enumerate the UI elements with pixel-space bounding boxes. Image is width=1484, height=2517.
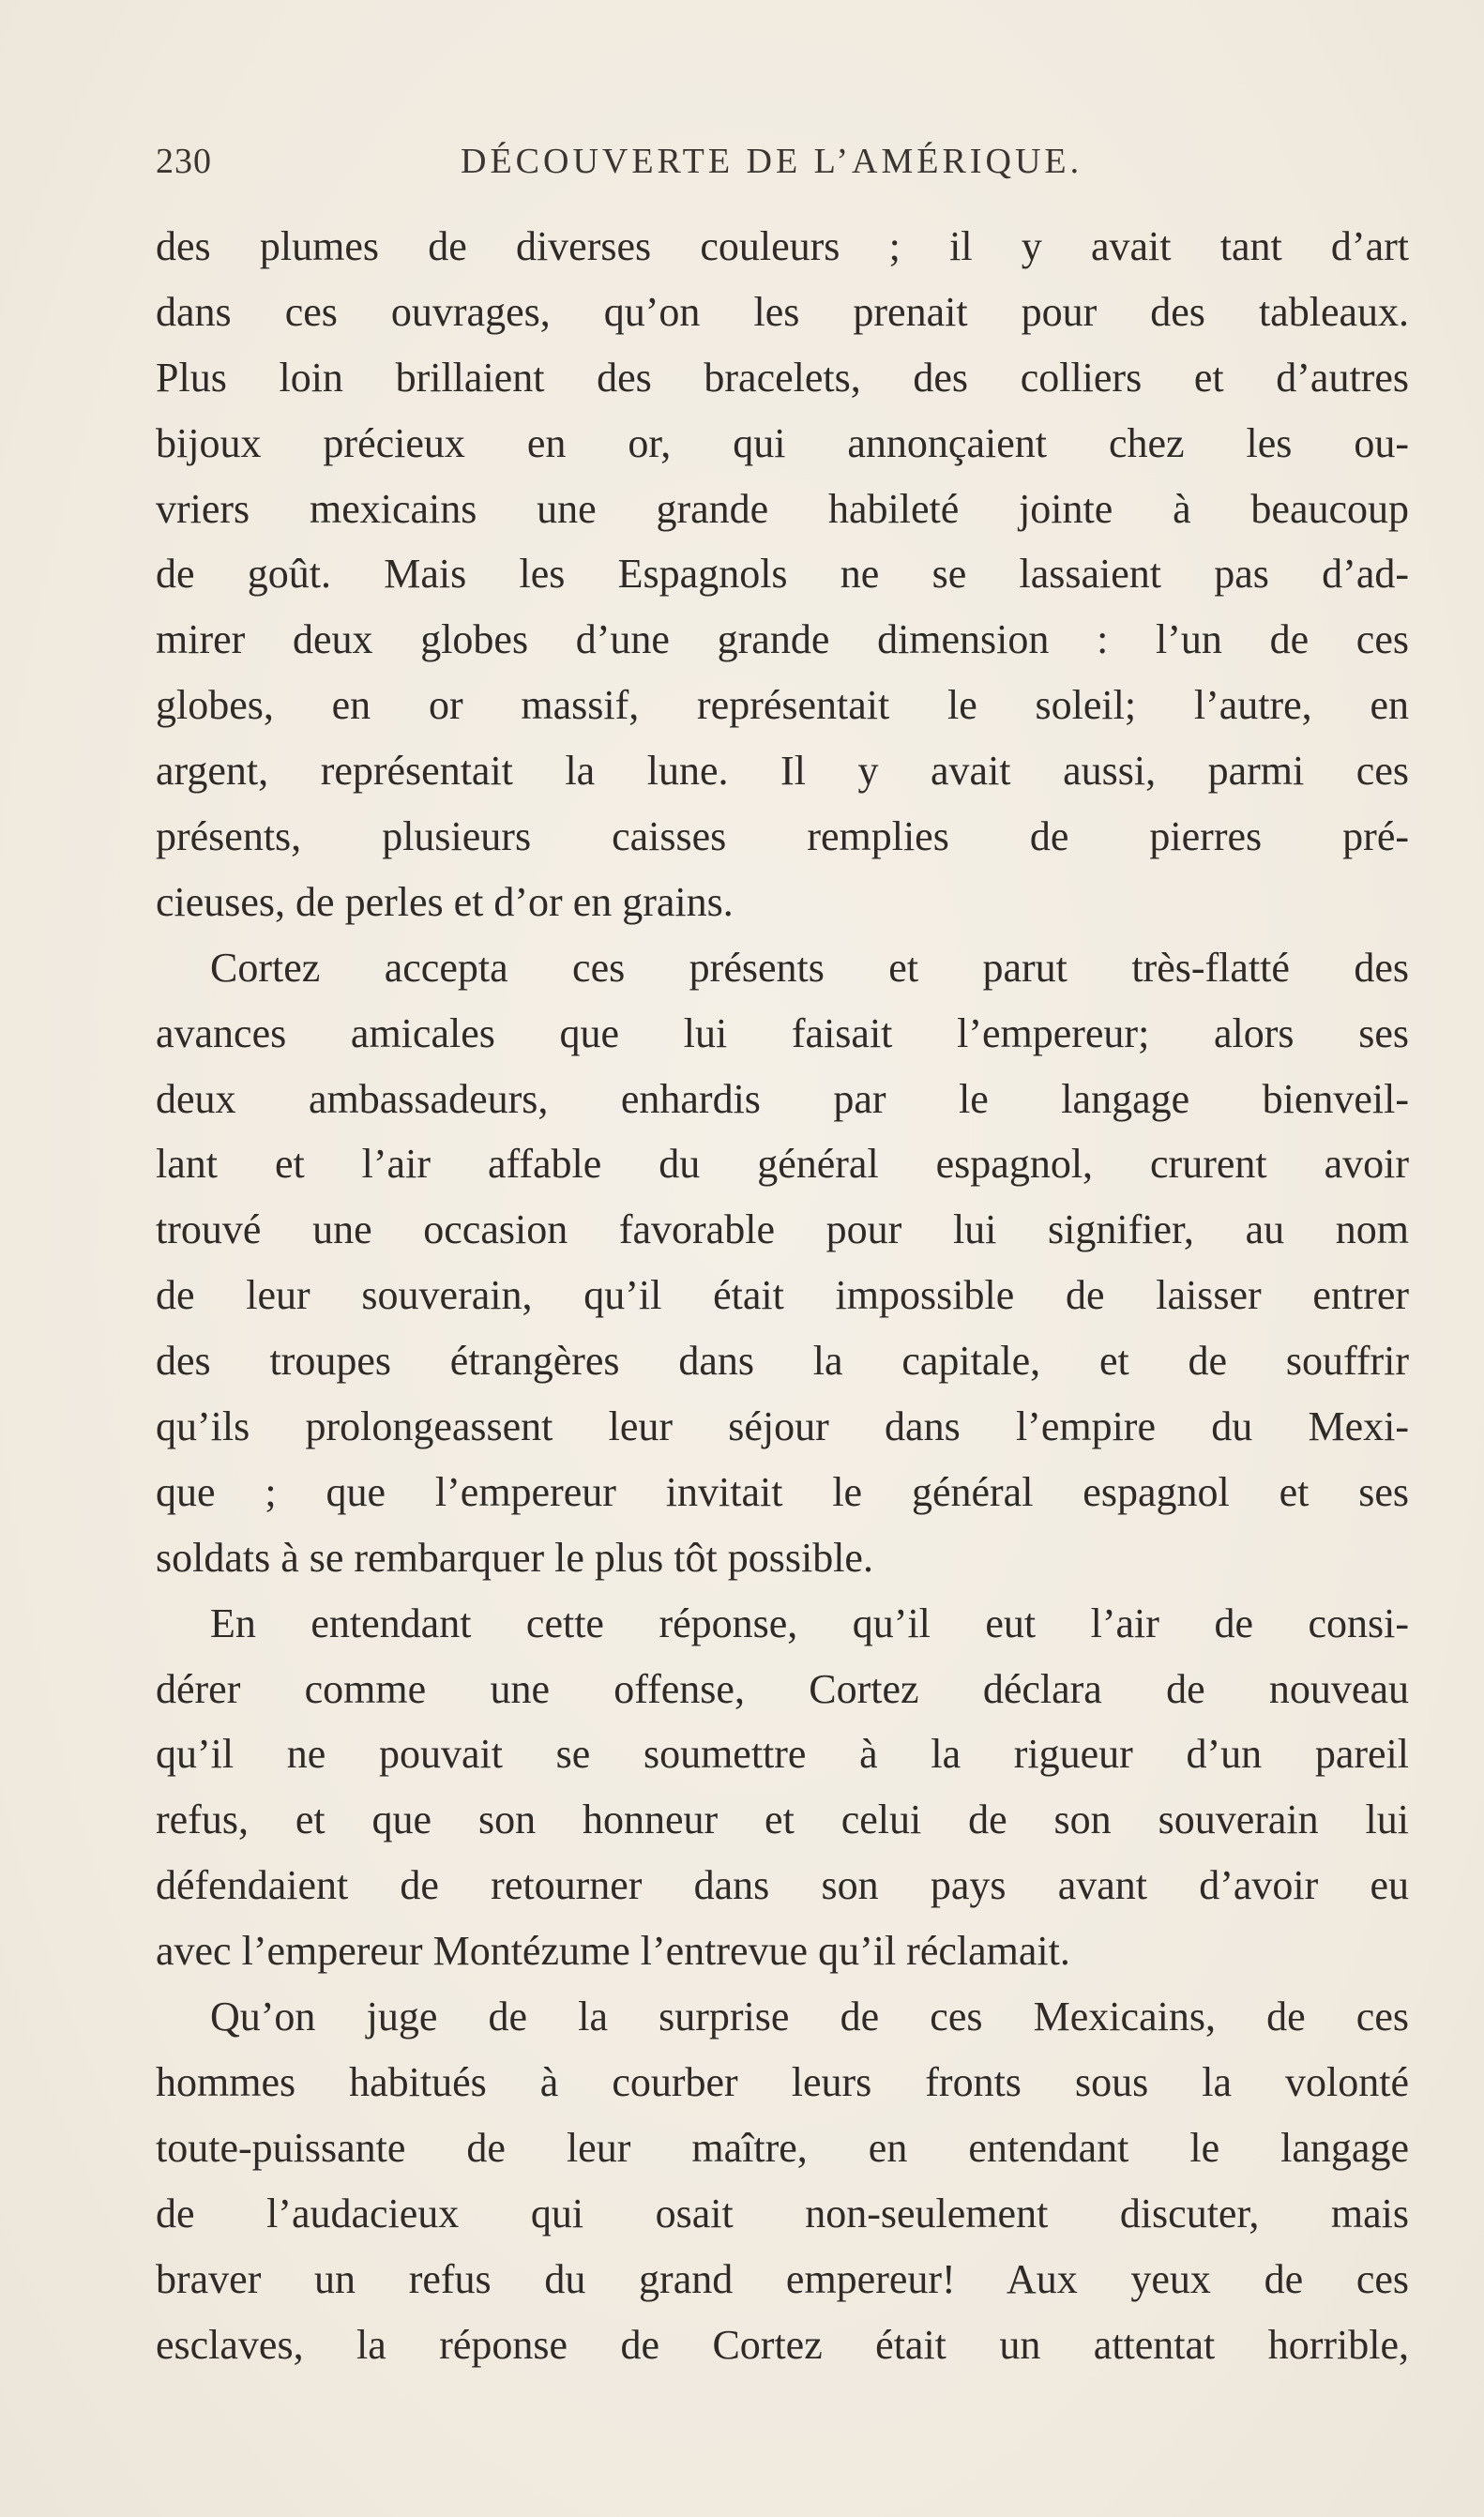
text-line: cieuses, de perles et d’or en grains. <box>156 878 734 925</box>
text-line: de leur souverain, qu’il était impossible de laisser entrer <box>156 1272 1409 1319</box>
text-line: braver un refus du grand empereur! Aux yeux de ces <box>156 2255 1409 2302</box>
text-line: vriers mexicains une grande habileté jointe à beaucoup <box>156 485 1409 532</box>
paragraph-start-line: En entendant cette réponse, qu’il eut l’air de consi- <box>210 1600 1409 1646</box>
text-line: esclaves, la réponse de Cortez était un attentat horrible, <box>156 2321 1409 2368</box>
paragraph-start-line: Cortez accepta ces présents et parut très-flatté des <box>210 944 1409 991</box>
text-line: dérer comme une offense, Cortez déclara de nouveau <box>156 1665 1409 1712</box>
text-line: avec l’empereur Montézume l’entrevue qu’il réclamait. <box>156 1928 1070 1975</box>
text-line: lant et l’air affable du général espagnol, crurent avoir <box>156 1141 1409 1188</box>
text-line: avances amicales que lui faisait l’empereur; alors ses <box>156 1009 1409 1056</box>
text-line: trouvé une occasion favorable pour lui signifier, au nom <box>156 1206 1409 1253</box>
text-line: toute-puissante de leur maître, en entendant le langage <box>156 2124 1409 2171</box>
text-line: soldats à se rembarquer le plus tôt possible. <box>156 1534 873 1581</box>
text-line: deux ambassadeurs, enhardis par le langage bienveil- <box>156 1075 1409 1122</box>
text-line: des troupes étrangères dans la capitale, et de souffrir <box>156 1338 1409 1385</box>
paragraph-start-line: Qu’on juge de la surprise de ces Mexicains, de ces <box>210 1994 1409 2040</box>
text-line: qu’ils prolongeassent leur séjour dans l’empire du Mexi- <box>156 1403 1409 1450</box>
text-line: argent, représentait la lune. Il y avait aussi, parmi ces <box>156 748 1409 795</box>
text-line: mirer deux globes d’une grande dimension : l’un de ces <box>156 616 1409 663</box>
running-head <box>156 141 1409 188</box>
text-line: des plumes de diverses couleurs ; il y avait tant d’art <box>156 223 1409 269</box>
page-number: 230 <box>156 142 212 181</box>
running-title: DÉCOUVERTE DE L’AMÉRIQUE. <box>461 142 1083 181</box>
text-line: que ; que l’empereur invitait le général espagnol et ses <box>156 1468 1409 1515</box>
text-line: refus, et que son honneur et celui de son souverain lui <box>156 1797 1409 1843</box>
text-line: qu’il ne pouvait se soumettre à la rigueur d’un pareil <box>156 1731 1409 1778</box>
text-line: dans ces ouvrages, qu’on les prenait pour des tableaux. <box>156 288 1409 335</box>
text-line: hommes habitués à courber leurs fronts sous la volonté <box>156 2058 1409 2105</box>
text-line: de goût. Mais les Espagnols ne se lassaient pas d’ad- <box>156 551 1409 598</box>
text-line: de l’audacieux qui osait non-seulement discuter, mais <box>156 2190 1409 2236</box>
text-line: Plus loin brillaient des bracelets, des colliers et d’autres <box>156 354 1409 401</box>
text-line: défendaient de retourner dans son pays avant d’avoir eu <box>156 1862 1409 1909</box>
body-text <box>156 214 1409 2377</box>
text-line: bijoux précieux en or, qui annonçaient chez les ou- <box>156 419 1409 466</box>
text-line: globes, en or massif, représentait le soleil; l’autre, en <box>156 682 1409 729</box>
text-line: présents, plusieurs caisses remplies de pierres pré- <box>156 813 1409 860</box>
